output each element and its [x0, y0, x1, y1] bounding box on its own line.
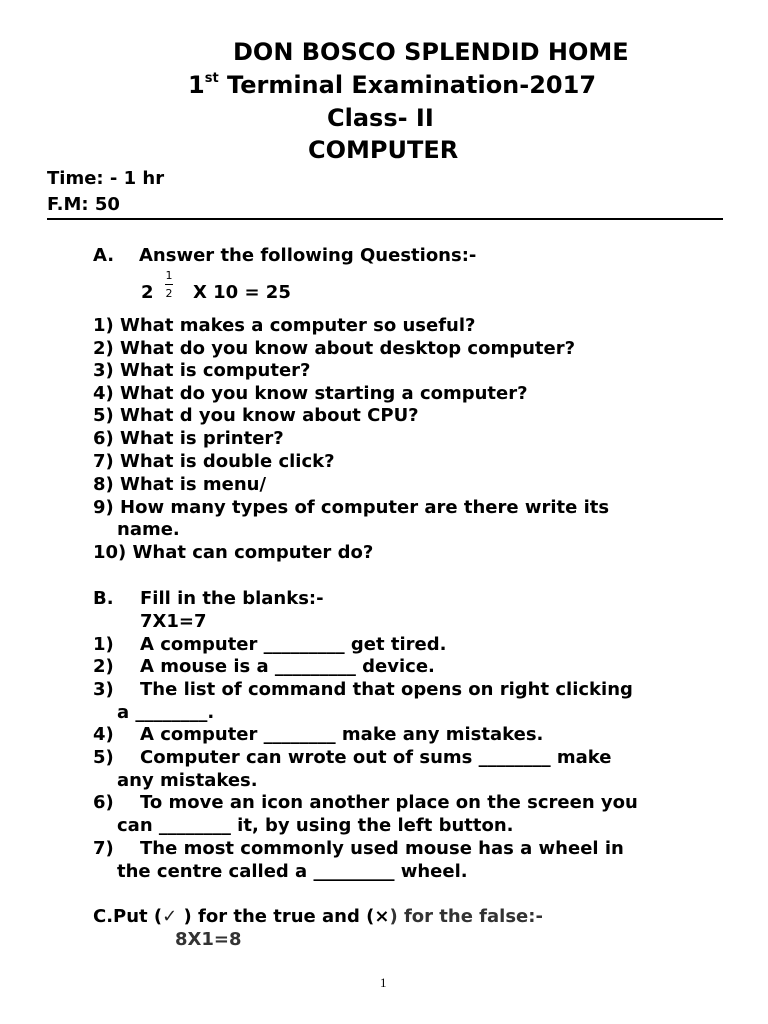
- blank-7-number: 7): [93, 838, 114, 859]
- time-label: Time: - 1 hr: [47, 168, 165, 189]
- section-a-heading: Answer the following Questions:-: [139, 245, 477, 266]
- question-9-continued: name.: [117, 519, 180, 540]
- subject-title: COMPUTER: [308, 136, 459, 164]
- blank-7-text: The most commonly used mouse has a wheel in: [140, 838, 624, 859]
- section-c-heading-post: ) for the false:-: [389, 906, 543, 927]
- blank-6-continued: can ________ it, by using the left button.: [117, 815, 514, 836]
- blank-2-text: A mouse is a _________ device.: [140, 656, 435, 677]
- question-3: 3) What is computer?: [93, 360, 311, 381]
- section-a-marks-denominator: 2: [165, 287, 173, 300]
- question-1: 1) What makes a computer so useful?: [93, 315, 476, 336]
- section-b-letter: B.: [93, 588, 114, 609]
- blank-6-text: To move an icon another place on the screen you: [140, 792, 638, 813]
- section-c-heading-pre: C.Put (: [93, 906, 163, 927]
- section-c-marks: 8X1=8: [175, 929, 242, 950]
- blank-3-number: 3): [93, 679, 114, 700]
- section-c-heading-mid: ) for the true and (: [177, 906, 375, 927]
- blank-3-continued: a ________.: [117, 702, 215, 723]
- question-8: 8) What is menu/: [93, 474, 267, 495]
- section-a-marks-numerator: 1: [165, 269, 173, 282]
- question-7: 7) What is double click?: [93, 451, 335, 472]
- class-title: Class- II: [327, 104, 434, 132]
- question-2: 2) What do you know about desktop computer?: [93, 338, 576, 359]
- section-a-marks-rest: X 10 = 25: [193, 282, 291, 303]
- blank-3-text: The list of command that opens on right clicking: [140, 679, 633, 700]
- section-a-marks-whole: 2: [141, 282, 154, 303]
- question-4: 4) What do you know starting a computer?: [93, 383, 528, 404]
- section-b-marks: 7X1=7: [140, 611, 207, 632]
- exam-name: Terminal Examination-2017: [227, 71, 597, 99]
- question-5: 5) What d you know about CPU?: [93, 405, 419, 426]
- blank-6-number: 6): [93, 792, 114, 813]
- cross-mark-icon: ×: [374, 906, 390, 927]
- check-mark-icon: ✓: [162, 906, 178, 927]
- section-b-heading: Fill in the blanks:-: [140, 588, 324, 609]
- blank-5-continued: any mistakes.: [117, 770, 258, 791]
- blank-7-continued: the centre called a _________ wheel.: [117, 861, 468, 882]
- blank-4-number: 4): [93, 724, 114, 745]
- school-name: DON BOSCO SPLENDID HOME: [233, 38, 629, 66]
- blank-4-text: A computer ________ make any mistakes.: [140, 724, 544, 745]
- section-c-heading: [93, 906, 543, 928]
- section-a-letter: A.: [93, 245, 115, 266]
- blank-1-text: A computer _________ get tired.: [140, 634, 447, 655]
- blank-1-number: 1): [93, 634, 114, 655]
- question-9: 9) How many types of computer are there write its: [93, 497, 610, 518]
- exam-ordinal-number: 1: [188, 71, 205, 99]
- blank-5-text: Computer can wrote out of sums ________ make: [140, 747, 612, 768]
- fraction-bar: [165, 284, 173, 285]
- question-10: 10) What can computer do?: [93, 542, 374, 563]
- header-divider: [47, 218, 723, 220]
- question-6: 6) What is printer?: [93, 428, 284, 449]
- full-marks-label: F.M: 50: [47, 194, 120, 215]
- exam-title: [188, 71, 596, 99]
- exam-ordinal-suffix: st: [204, 71, 219, 86]
- page-number: 1: [380, 975, 387, 990]
- blank-2-number: 2): [93, 656, 114, 677]
- blank-5-number: 5): [93, 747, 114, 768]
